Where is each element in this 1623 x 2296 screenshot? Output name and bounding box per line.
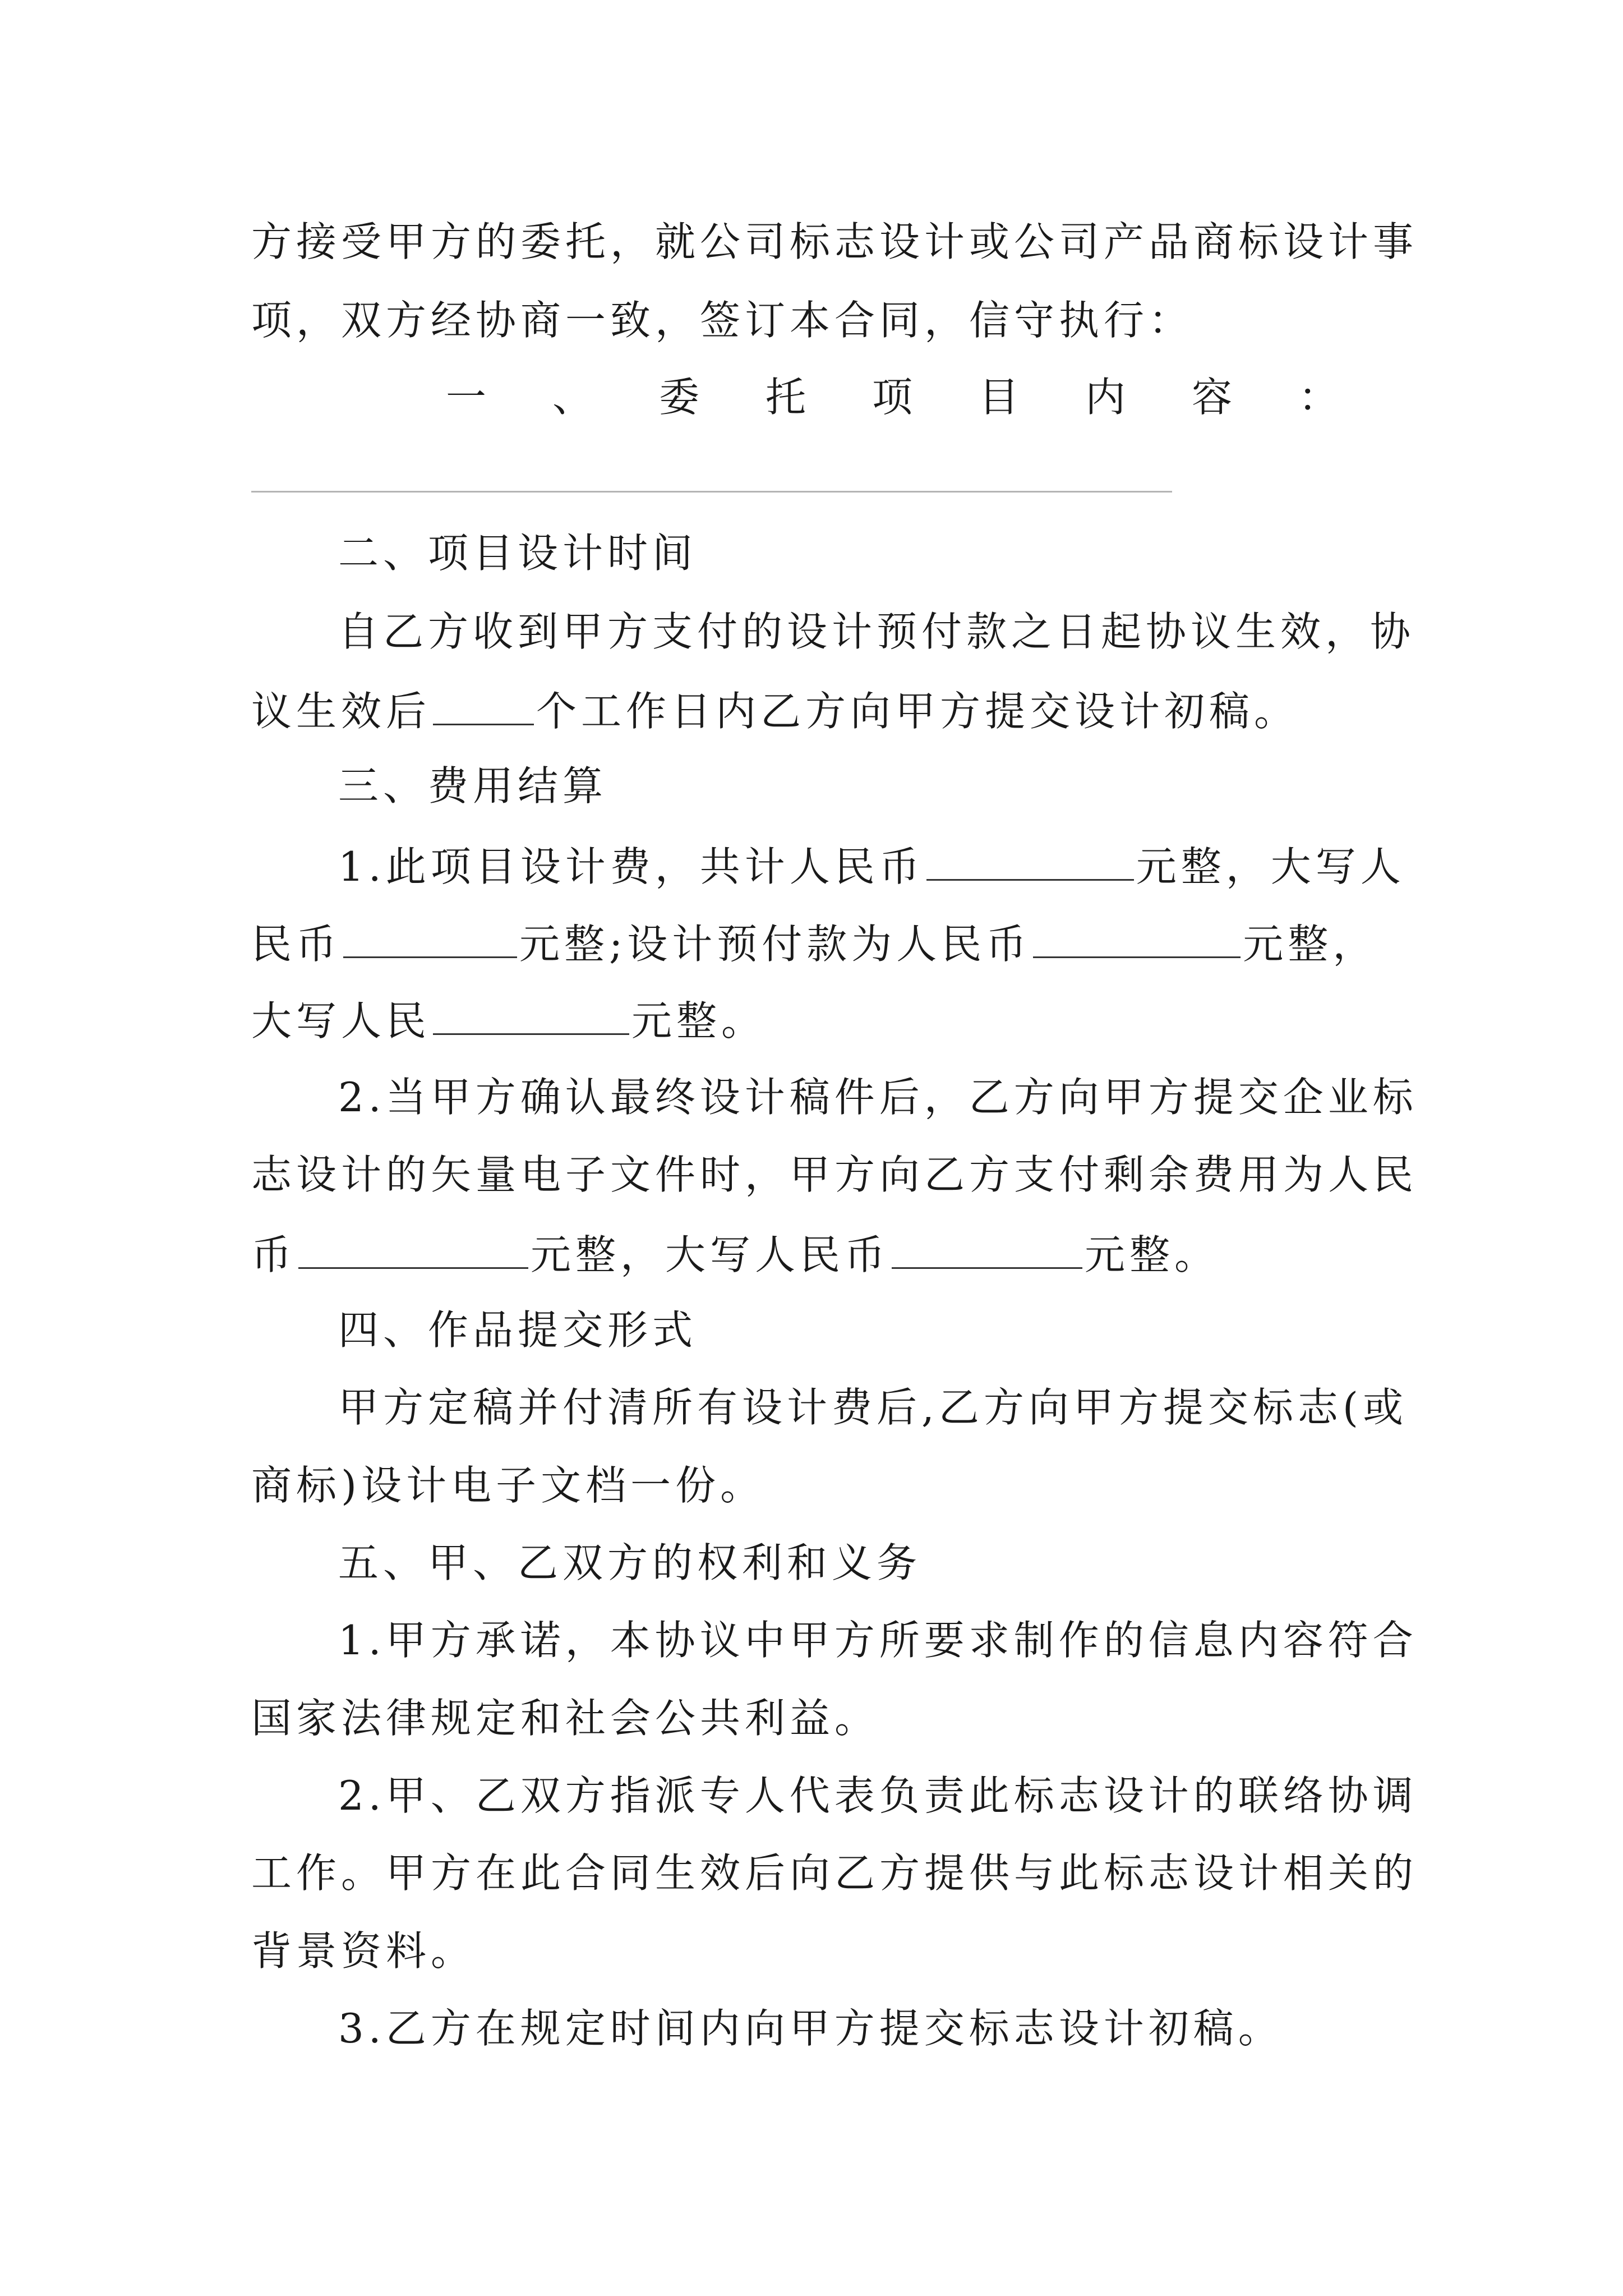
- blank-field: [1033, 922, 1241, 958]
- section-5-text: 背景资料。: [251, 1927, 476, 1975]
- section-2-heading: 二、项目设计时间: [338, 530, 698, 577]
- heading-char: 一: [445, 374, 486, 421]
- heading-char: 内: [1085, 374, 1126, 421]
- heading-char: 委: [658, 374, 699, 421]
- text-run: 大写人民: [251, 997, 431, 1045]
- section-3-text: [251, 1231, 1220, 1278]
- section-5-text: 2.甲、乙双方指派专人代表负责此标志设计的联络协调: [338, 1772, 1418, 1819]
- heading-char: 、: [552, 374, 593, 421]
- blank-field: [298, 1232, 528, 1269]
- text-run: 元整，: [1243, 921, 1378, 968]
- text-run: 币: [251, 1231, 297, 1278]
- section-5-text: 工作。甲方在此合同生效后向乙方提供与此标志设计相关的: [251, 1849, 1418, 1897]
- text-run: 1.此项目设计费，共计人民币: [338, 843, 924, 890]
- section-4-text: 商标)设计电子文档一份。: [251, 1462, 766, 1509]
- section-2-text: 自乙方收到甲方支付的设计预付款之日起协议生效，协: [338, 608, 1415, 655]
- blank-field: [433, 999, 629, 1035]
- blank-field: [343, 922, 517, 958]
- section-3-text: [251, 997, 767, 1045]
- heading-char: 目: [978, 374, 1019, 421]
- section-5-text: 国家法律规定和社会公共利益。: [251, 1695, 880, 1742]
- text-run: 元整;设计预付款为人民币: [519, 921, 1031, 968]
- text-run: 议生效后: [251, 688, 431, 735]
- text-run: 民币: [251, 921, 342, 968]
- section-2-text: [251, 688, 1299, 735]
- section-4-text: 甲方定稿并付清所有设计费后,乙方向甲方提交标志(或: [338, 1384, 1408, 1431]
- text-run: 元整。: [631, 997, 767, 1045]
- text-run: 元整。: [1085, 1231, 1220, 1278]
- divider-line: [251, 491, 1172, 493]
- text-run: 个工作日内乙方向甲方提交设计初稿。: [536, 688, 1299, 735]
- section-3-text: 2.当甲方确认最终设计稿件后，乙方向甲方提交企业标: [338, 1074, 1418, 1121]
- section-4-heading: 四、作品提交形式: [338, 1306, 698, 1354]
- section-5-text: 1.甲方承诺，本协议中甲方所要求制作的信息内容符合: [338, 1617, 1418, 1664]
- heading-char: 项: [872, 374, 912, 421]
- heading-char: ：: [1298, 374, 1339, 421]
- section-3-text: 志设计的矢量电子文件时，甲方向乙方支付剩余费用为人民: [251, 1151, 1418, 1198]
- section-1-heading: [251, 374, 1372, 421]
- text-run: 元整，大写人民币: [531, 1231, 890, 1278]
- section-3-text: [251, 921, 1378, 968]
- section-5-heading: 五、甲、乙双方的权利和义务: [338, 1539, 922, 1586]
- section-3-heading: 三、费用结算: [338, 762, 608, 809]
- intro-line-2: 项，双方经协商一致，签订本合同，信守执行：: [251, 297, 1194, 344]
- blank-field: [892, 1232, 1082, 1269]
- blank-field: [926, 844, 1134, 881]
- section-3-text: [338, 843, 1405, 890]
- intro-line-1: 方接受甲方的委托，就公司标志设计或公司产品商标设计事: [251, 218, 1418, 265]
- blank-field: [433, 689, 534, 725]
- heading-char: 托: [765, 374, 806, 421]
- text-run: 元整，大写人: [1136, 843, 1405, 890]
- heading-char: 容: [1191, 374, 1232, 421]
- section-5-text: 3.乙方在规定时间内向甲方提交标志设计初稿。: [338, 2005, 1283, 2052]
